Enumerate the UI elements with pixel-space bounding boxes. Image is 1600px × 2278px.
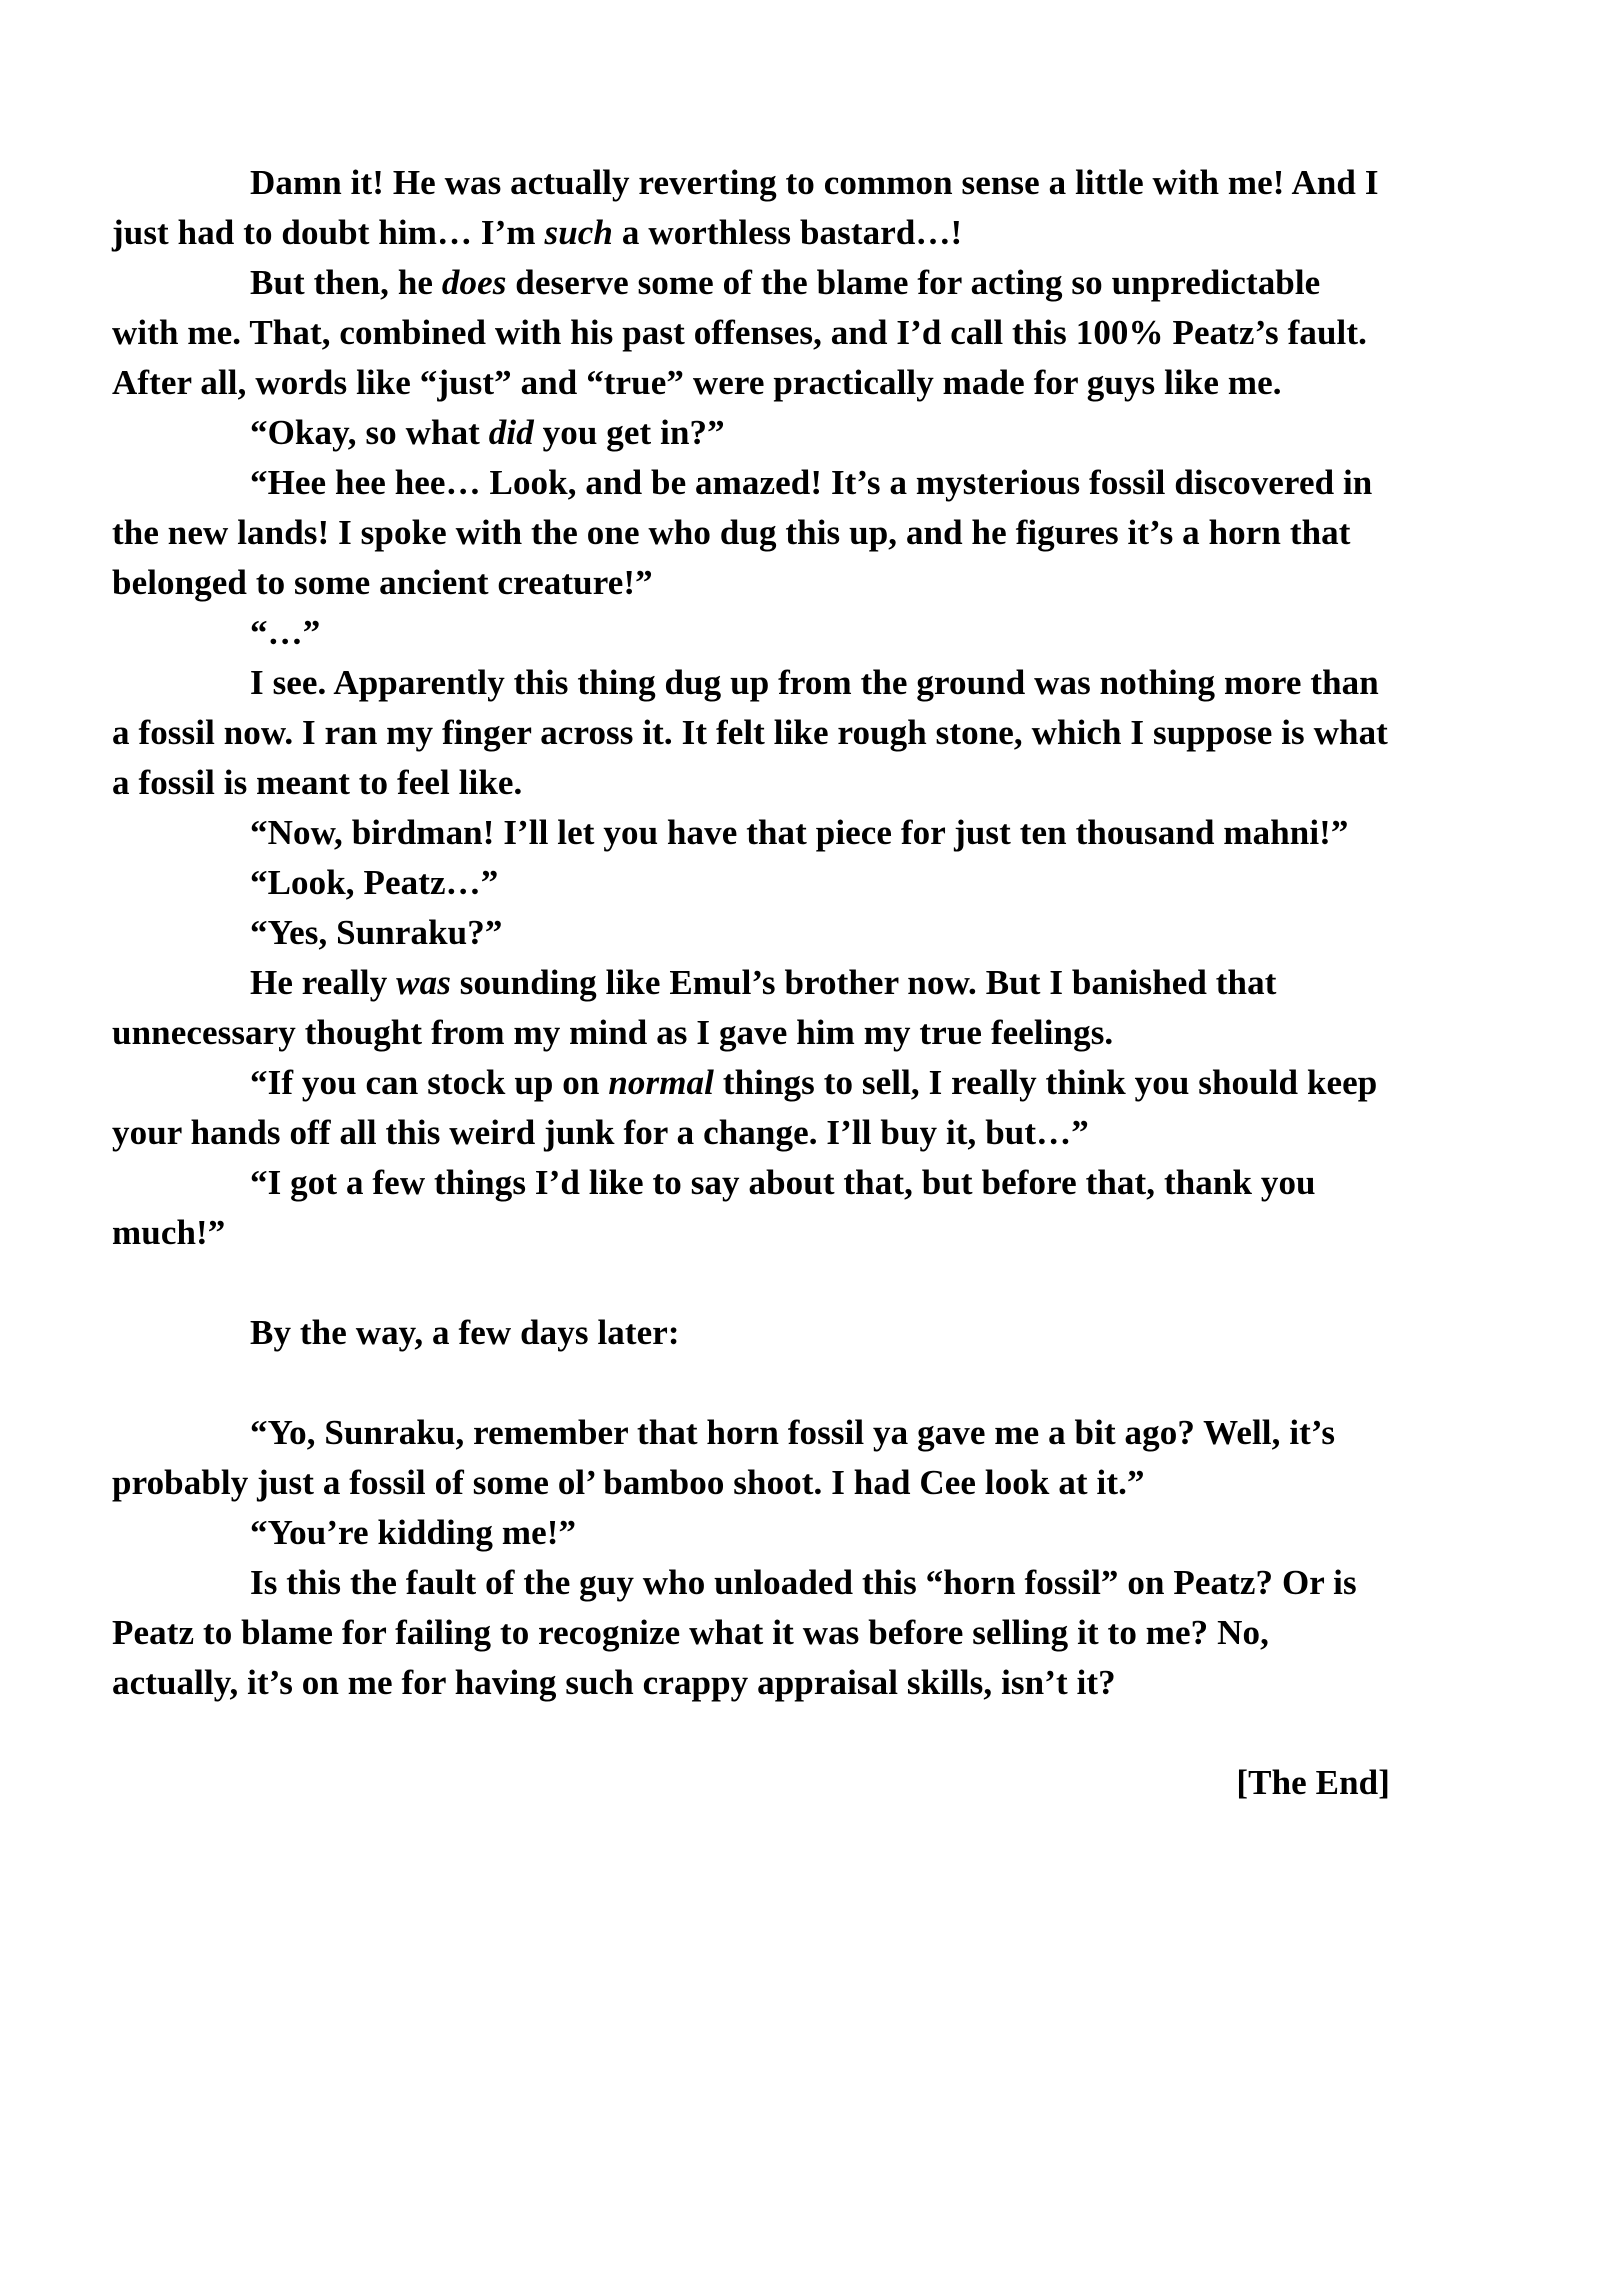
end-marker <box>112 1758 1390 1808</box>
body-text: “Yo, Sunraku, remember that horn fossil ya gave me a bit ago? Well, it’s probably just a fossil of some ol’ bamboo shoot. I had Cee look at it.” <box>112 1413 1336 1502</box>
paragraph-12 <box>112 1158 1390 1258</box>
emphasis-text: such <box>544 213 614 252</box>
body-text: things to sell, I really think you should keep your hands off all this weird junk for a change. I’ll buy it, but…” <box>112 1063 1378 1152</box>
body-text: Is this the fault of the guy who unloaded this “horn fossil” on Peatz? Or is Peatz to blame for failing to recognize what it was before selling it to me? No, actually, it’s on me for having such crappy appraisal skills, isn’t it? <box>112 1563 1357 1702</box>
body-text: deserve some of the blame for acting so unpredictable with me. That, combined with his past offenses, and I’d call this 100% Peatz’s fault. After all, words like “just” and “true” were practically made for guys like me. <box>112 263 1367 402</box>
body-text: He really <box>250 963 397 1002</box>
body-text: “Look, Peatz…” <box>250 863 499 902</box>
body-text: I see. Apparently this thing dug up from the ground was nothing more than a fossil now. I ran my finger across it. It felt like rough stone, which I suppose is what a fossil is meant to feel like. <box>112 663 1388 802</box>
paragraph-11 <box>112 1058 1390 1158</box>
emphasis-text: did <box>488 413 534 452</box>
paragraph-14 <box>112 1408 1390 1508</box>
body-text: By the way, a few days later: <box>250 1313 680 1352</box>
body-text: [The End] <box>1236 1763 1390 1802</box>
paragraph-9 <box>112 908 1390 958</box>
body-text: “Yes, Sunraku?” <box>250 913 503 952</box>
body-text: “Hee hee hee… Look, and be amazed! It’s a mysterious fossil discovered in the new lands! I spoke with the one who dug this up, and he figures it’s a horn that belonged to some ancient creature!” <box>112 463 1373 602</box>
paragraph-13 <box>112 1308 1390 1358</box>
text-block <box>112 158 1390 1808</box>
body-text: “I got a few things I’d like to say about that, but before that, thank you much!” <box>112 1163 1316 1252</box>
body-text: a worthless bastard…! <box>613 213 963 252</box>
paragraph-4 <box>112 458 1390 608</box>
body-text: But then, he <box>250 263 442 302</box>
body-text: sounding like Emul’s brother now. But I banished that unnecessary thought from my mind as I gave him my true feelings. <box>112 963 1277 1052</box>
paragraph-6 <box>112 658 1390 808</box>
paragraph-7 <box>112 808 1390 858</box>
paragraph-1 <box>112 158 1390 258</box>
paragraph-5 <box>112 608 1390 658</box>
emphasis-text: does <box>441 263 507 302</box>
body-text: “You’re kidding me!” <box>250 1513 577 1552</box>
body-text: Damn it! He was actually reverting to common sense a little with me! And I just had to doubt him… I’m <box>112 163 1379 252</box>
body-text: you get in?” <box>533 413 725 452</box>
emphasis-text: was <box>396 963 451 1002</box>
emphasis-text: normal <box>608 1063 714 1102</box>
body-text: “Now, birdman! I’ll let you have that piece for just ten thousand mahni!” <box>250 813 1349 852</box>
paragraph-2 <box>112 258 1390 408</box>
body-text: “If you can stock up on <box>250 1063 609 1102</box>
body-text: “Okay, so what <box>250 413 489 452</box>
paragraph-15 <box>112 1508 1390 1558</box>
paragraph-3 <box>112 408 1390 458</box>
paragraph-10 <box>112 958 1390 1058</box>
body-text: “…” <box>250 613 321 652</box>
paragraph-8 <box>112 858 1390 908</box>
paragraph-16 <box>112 1558 1390 1708</box>
